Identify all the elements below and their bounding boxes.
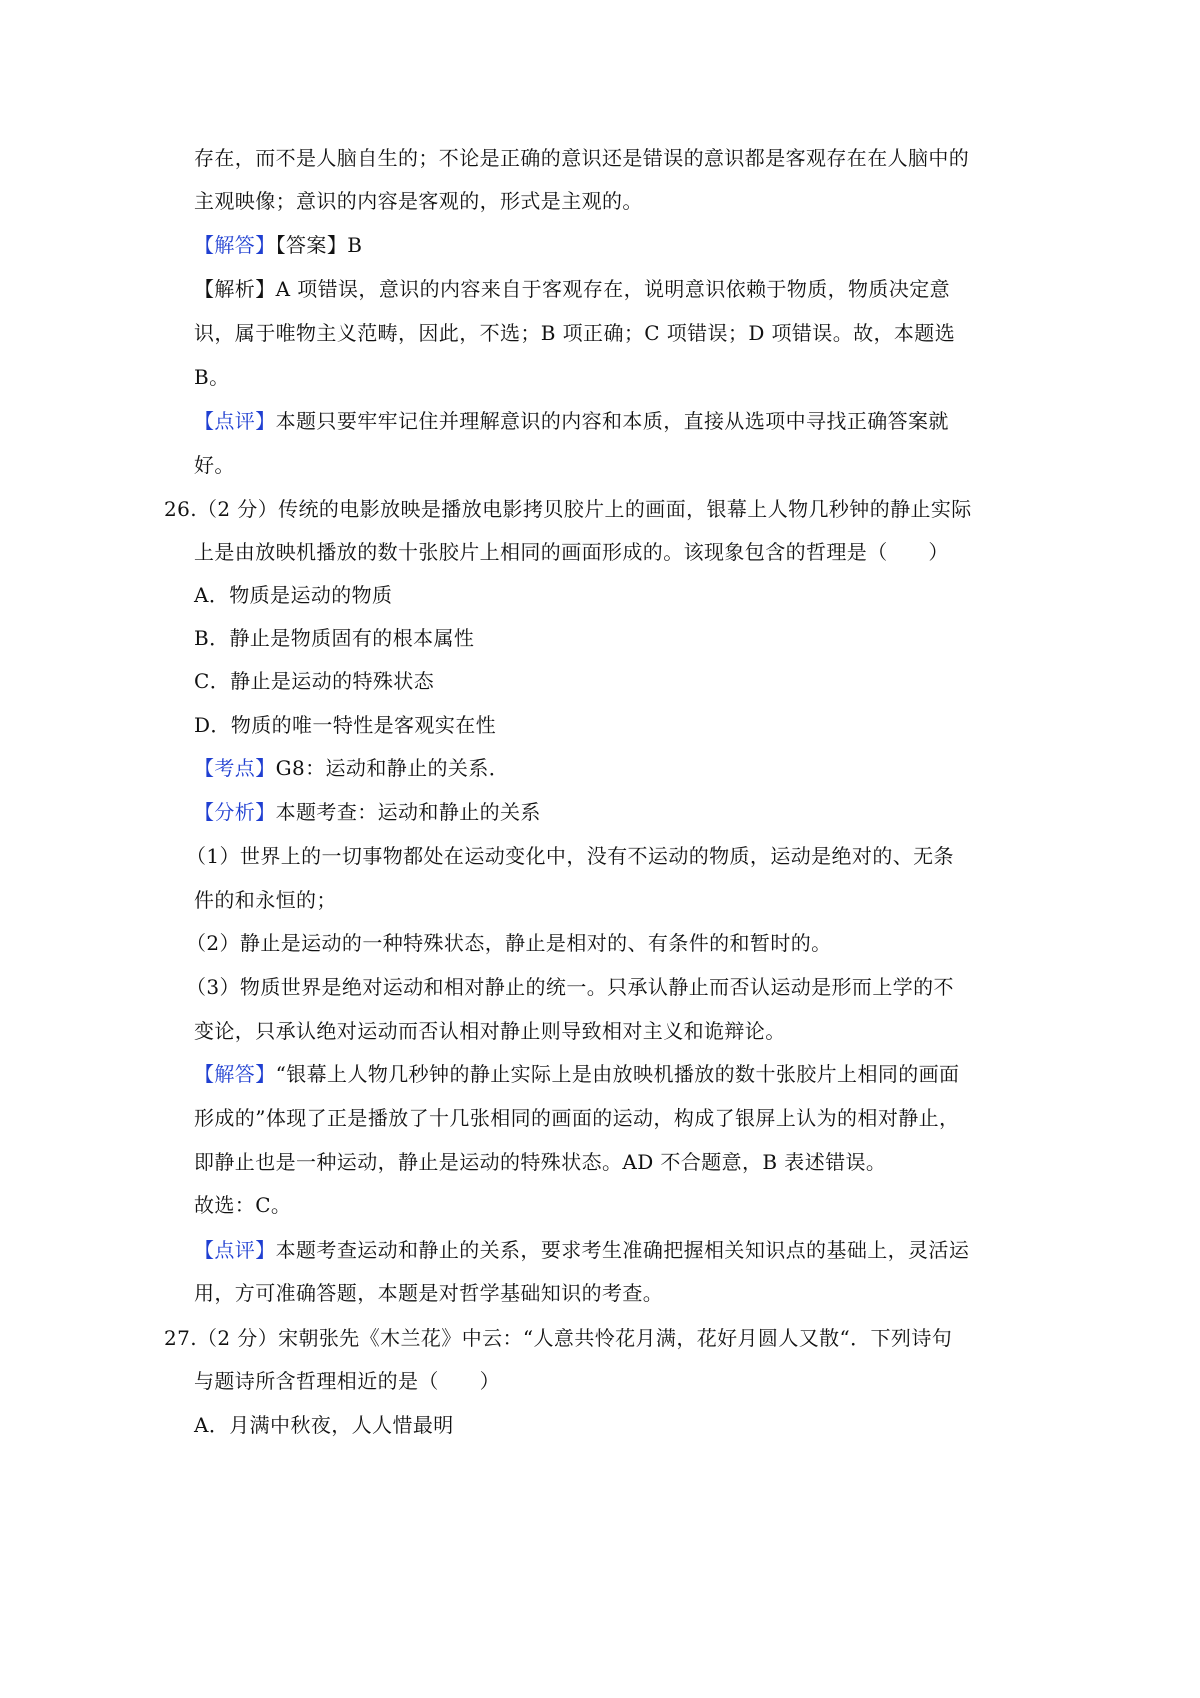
section-tag: 【解答】 — [194, 233, 276, 257]
section-tag: 【解析】 — [194, 277, 276, 301]
analysis-line: 【分析】本题考查：运动和静止的关系 — [194, 800, 541, 824]
text-line: 即静止也是一种运动，静止是运动的特殊状态。AD 不合题意，B 表述错误。 — [194, 1150, 887, 1174]
analysis-line: 【解析】A 项错误，意识的内容来自于客观存在，说明意识依赖于物质，物质决定意 — [194, 277, 951, 301]
question-27-stem: 27.（2 分）宋朝张先《木兰花》中云：“人意共怜花月满，花好月圆人又散“．下列诗句 — [164, 1326, 953, 1350]
section-tag: 【分析】 — [194, 800, 276, 824]
text-line: （2）静止是运动的一种特殊状态，静止是相对的、有条件的和暂时的。 — [186, 931, 832, 955]
knowledge-point-line: 【考点】G8：运动和静止的关系． — [194, 756, 510, 780]
text-line: 存在，而不是人脑自生的；不论是正确的意识还是错误的意识都是客观存在在人脑中的 — [194, 146, 970, 170]
text-line: 用，方可准确答题，本题是对哲学基础知识的考查。 — [194, 1281, 664, 1305]
section-tag: 【解答】 — [194, 1062, 276, 1086]
text-line: （3）物质世界是绝对运动和相对静止的统一。只承认静止而否认运动是形而上学的不 — [186, 975, 954, 999]
question-26-stem: 26.（2 分）传统的电影放映是播放电影拷贝胶片上的画面，银幕上人物几秒钟的静止实际 — [164, 497, 972, 521]
text-line: 件的和永恒的； — [194, 888, 337, 912]
answer-line: 【解答】“银幕上人物几秒钟的静止实际上是由放映机播放的数十张胶片上相同的画面 — [194, 1062, 960, 1086]
question-26-option-d: D．物质的唯一特性是客观实在性 — [194, 713, 497, 737]
comment-line: 【点评】本题考查运动和静止的关系，要求考生准确把握相关知识点的基础上，灵活运 — [194, 1238, 970, 1262]
question-26-option-b: B．静止是物质固有的根本属性 — [194, 626, 475, 650]
text-line: 故选：C。 — [194, 1193, 292, 1217]
answer-line — [194, 232, 362, 258]
question-26-option-a: A．物质是运动的物质 — [194, 583, 393, 607]
text-line: 形成的”体现了正是播放了十几张相同的画面的运动，构成了银屏上认为的相对静止， — [194, 1106, 960, 1130]
section-tag: 【考点】 — [194, 756, 276, 780]
text-line: （1）世界上的一切事物都处在运动变化中，没有不运动的物质，运动是绝对的、无条 — [186, 844, 954, 868]
section-tag: 【点评】 — [194, 409, 276, 433]
question-26-option-c: C．静止是运动的特殊状态 — [194, 669, 435, 693]
answer-text: 【答案】B — [275, 233, 363, 257]
text-line: 识，属于唯物主义范畴，因此，不选；B 项正确；C 项错误；D 项错误。故，本题选 — [194, 321, 956, 345]
text-line: 好。 — [194, 453, 235, 477]
text-line: B。 — [194, 365, 230, 389]
text-line: 变论，只承认绝对运动而否认相对静止则导致相对主义和诡辩论。 — [194, 1019, 786, 1043]
question-26-stem: 上是由放映机播放的数十张胶片上相同的画面形成的。该现象包含的哲理是（ ） — [194, 540, 949, 564]
question-27-stem: 与题诗所含哲理相近的是（ ） — [194, 1369, 500, 1393]
section-tag: 【点评】 — [194, 1238, 276, 1262]
comment-line: 【点评】本题只要牢牢记住并理解意识的内容和本质，直接从选项中寻找正确答案就 — [194, 409, 949, 433]
text-line: 主观映像；意识的内容是客观的，形式是主观的。 — [194, 189, 643, 213]
question-27-option-a: A．月满中秋夜，人人惜最明 — [194, 1413, 454, 1437]
